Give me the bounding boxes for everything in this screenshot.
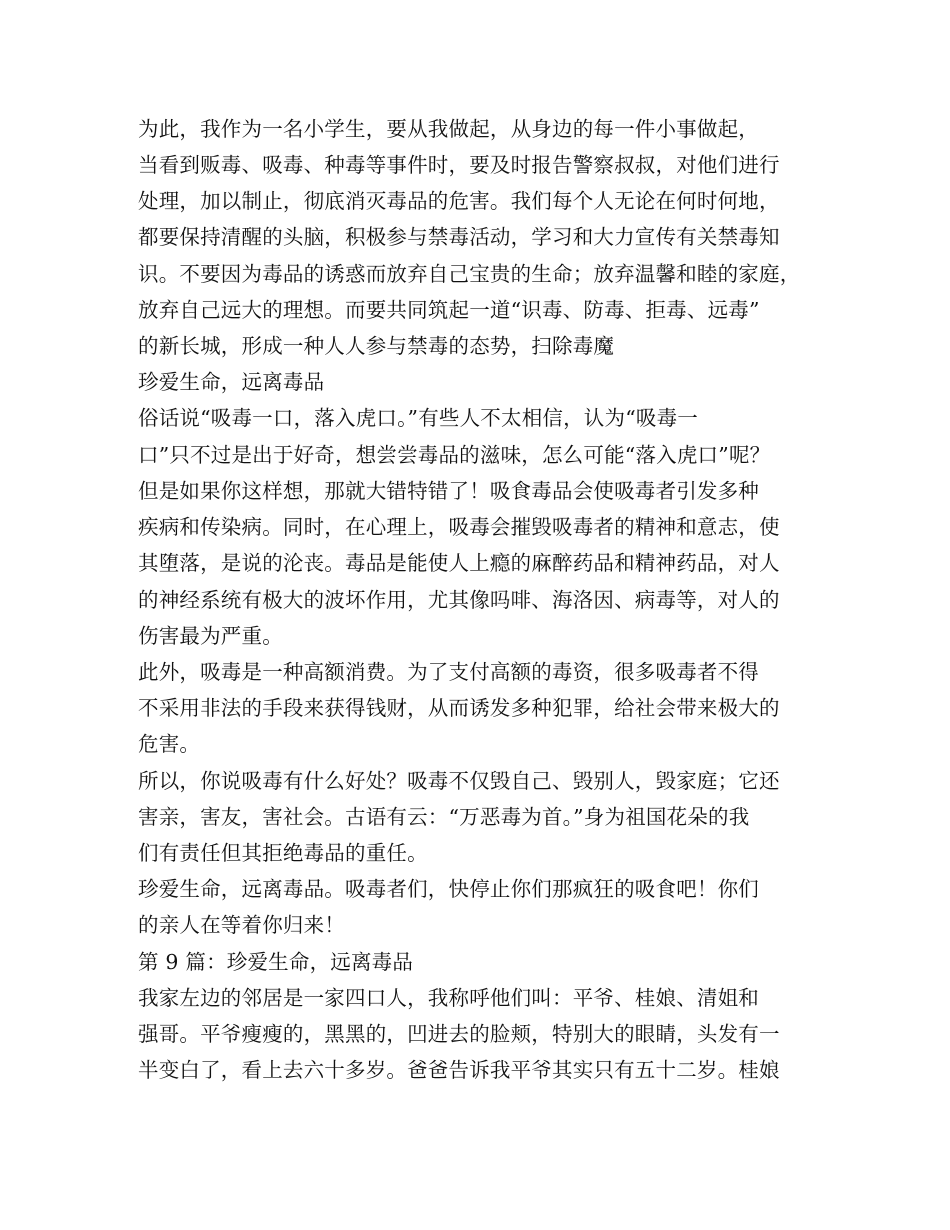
text-line: 的神经系统有极大的波坏作用，尤其像吗啡、海洛因、病毒等，对人的 xyxy=(138,588,780,612)
text-line: 的新长城，形成一种人人参与禁毒的态势，扫除毒魔 xyxy=(138,334,615,358)
text-line: 识。不要因为毒品的诱惑而放弃自己宝贵的生命；放弃温馨和睦的家庭， xyxy=(138,262,801,286)
section-heading: 珍爱生命，远离毒品 xyxy=(138,370,325,394)
text-line: 其堕落，是说的沦丧。毒品是能使人上瘾的麻醉药品和精神药品，对人 xyxy=(138,551,780,575)
text-line: 所以，你说吸毒有什么好处？吸毒不仅毁自己、毁别人，毁家庭；它还 xyxy=(138,769,780,793)
text-line: 处理，加以制止，彻底消灭毒品的危害。我们每个人无论在何时何地， xyxy=(138,189,780,213)
text-line: 疾病和传染病。同时，在心理上，吸毒会摧毁吸毒者的精神和意志，使 xyxy=(138,515,780,539)
text-line: 此外，吸毒是一种高额消费。为了支付高额的毒资，很多吸毒者不得 xyxy=(138,660,759,684)
text-line: 但是如果你这样想，那就大错特错了！吸食毒品会使吸毒者引发多种 xyxy=(138,479,759,503)
section-heading: 第 9 篇：珍爱生命，远离毒品 xyxy=(138,950,414,974)
text-line: 伤害最为严重。 xyxy=(138,624,283,648)
text-line: 们有责任但其拒绝毒品的重任。 xyxy=(138,841,428,865)
text-line: 半变白了，看上去六十多岁。爸爸告诉我平爷其实只有五十二岁。桂娘 xyxy=(138,1058,780,1082)
text-line: 强哥。平爷瘦瘦的，黑黑的，凹进去的脸颊，特别大的眼睛，头发有一 xyxy=(138,1022,780,1046)
text-line: 不采用非法的手段来获得钱财，从而诱发多种犯罪，给社会带来极大的 xyxy=(138,696,780,720)
text-line: 危害。 xyxy=(138,732,201,756)
text-line: 的亲人在等着你归来！ xyxy=(138,913,345,937)
text-line: 珍爱生命，远离毒品。吸毒者们，快停止你们那疯狂的吸食吧！你们 xyxy=(138,877,759,901)
text-line: 为此，我作为一名小学生，要从我做起，从身边的每一件小事做起， xyxy=(138,117,759,141)
text-line: 口”只不过是出于好奇，想尝尝毒品的滋味，怎么可能“落入虎口”呢？ xyxy=(138,443,771,467)
text-line: 当看到贩毒、吸毒、种毒等事件时，要及时报告警察叔叔，对他们进行 xyxy=(138,153,780,177)
text-line: 俗话说“吸毒一口，落入虎口。”有些人不太相信，认为“吸毒一 xyxy=(138,406,698,430)
text-line: 我家左边的邻居是一家四口人，我称呼他们叫：平爷、桂娘、清姐和 xyxy=(138,986,759,1010)
text-line: 害亲，害友，害社会。古语有云：“万恶毒为首。”身为祖国花朵的我 xyxy=(138,805,750,829)
text-line: 放弃自己远大的理想。而要共同筑起一道“识毒、防毒、拒毒、远毒” xyxy=(138,298,760,322)
text-line: 都要保持清醒的头脑，积极参与禁毒活动，学习和大力宣传有关禁毒知 xyxy=(138,225,780,249)
